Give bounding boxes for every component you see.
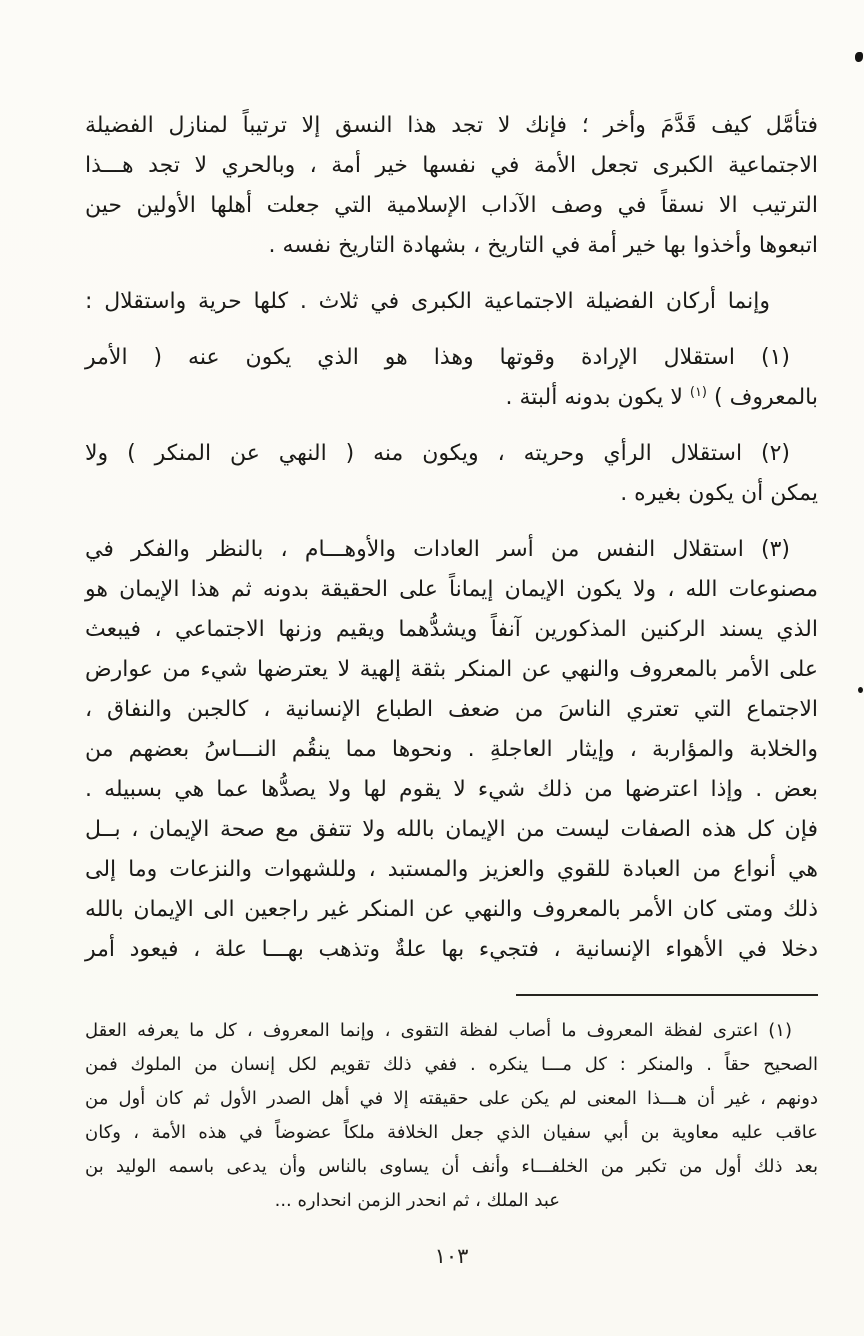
text-line: (٢) استقلال الرأي وحريته ، ويكون منه ( النهي عن المنكر ) ولا [85, 441, 790, 466]
text-segment: بالمعروف ) [707, 385, 818, 410]
paragraph-2 [85, 282, 818, 322]
text-line: اتبعوها وأخذوا بها خير أمة في التاريخ ، بشهادة التاريخ نفسه . [268, 233, 818, 258]
page-number: ١٠٣ [434, 1244, 469, 1268]
main-text [85, 106, 818, 970]
footnote-ref: (١) [689, 385, 707, 400]
footnote-line: بعد ذلك أول من تكبر من الخلفـــاء وأنف أن يساوى بالناس وأن يدعى باسمه الوليد بن [85, 1156, 818, 1177]
text-line: الاجتماع التي تعتري الناسَ من ضعف الطباع الإنسانية ، كالجبن والنفاق ، [85, 697, 818, 722]
ink-speck [858, 687, 863, 693]
text-line: الذي يسند الركنين المذكورين آنفاً ويشدُّهما ويقيم وزنها الاجتماعي ، فيبعث [85, 617, 818, 642]
text-line: دخلا في الأهواء الإنسانية ، فتجيء بها علةٌ وتذهب بهـــا علة ، فيعود أمر [85, 937, 818, 962]
text-line: (١) استقلال الإرادة وقوتها وهذا هو الذي يكون عنه ( الأمر [85, 345, 790, 370]
text-line: (٣) استقلال النفس من أسر العادات والأوهـــام ، بالنظر والفكر في [85, 537, 790, 562]
text-line: فإن كل هذه الصفات ليست من الإيمان بالله ولا تتفق مع صحة الإيمان ، بــل [85, 817, 818, 842]
footnote-line: عاقب عليه معاوية بن أبي سفيان الذي جعل الخلافة ملكاً عضوضاً في هذه الأمة ، وكان [85, 1122, 818, 1143]
paragraph-3 [85, 338, 818, 418]
footnote-line: عبد الملك ، ثم انحدر الزمن انحداره ... [274, 1190, 560, 1211]
footnote-separator [516, 994, 818, 996]
text-line: يمكن أن يكون بغيره . [620, 481, 818, 506]
text-line: الترتيب الا نسقاً في وصف الآداب الإسلامية التي جعلت أهلها الأولين حين [85, 193, 818, 218]
paragraph-4 [85, 434, 818, 514]
text-line: مصنوعات الله ، ولا يكون الإيمان إيماناً على الحقيقة بدونه ثم هذا الإيمان هو [85, 577, 818, 602]
footnote-line: (١) اعترى لفظة المعروف ما أصاب لفظة التقوى ، وإنما المعروف ، كل ما يعرفه العقل [85, 1020, 792, 1041]
text-line: بعض . وإذا اعترضها من ذلك شيء لا يقوم لها ولا يصدُّها عما هي بسبيله . [85, 777, 818, 802]
footnote [85, 1014, 818, 1218]
text-line: ذلك ومتى كان الأمر بالمعروف والنهي عن المنكر غير راجعين الى الإيمان بالله [85, 897, 818, 922]
footnote-line: دونهم ، غير أن هـــذا المعنى لم يكن على حقيقته إلا في أهل الصدر الأول ثم كان أول من [85, 1088, 818, 1109]
text-line: الاجتماعية الكبرى تجعل الأمة في نفسها خير أمة ، وبالحري لا تجد هـــذا [85, 153, 818, 178]
text-line [85, 378, 818, 418]
text-line: على الأمر بالمعروف والنهي عن المنكر بثقة إلهية لا يعترضها شيء من عوارض [85, 657, 818, 682]
text-line: هي أنواع من العبادة للقوي والعزيز والمستبد ، وللشهوات والنزعات وما إلى [85, 857, 818, 882]
footnote-line: الصحيح حقاً . والمنكر : كل مـــا ينكره . ففي ذلك تقويم لكل إنسان من الملوك فمن [85, 1054, 818, 1075]
paragraph-1 [85, 106, 818, 266]
text-segment: لا يكون بدونه ألبتة . [505, 385, 690, 410]
text-line: وإنما أركان الفضيلة الاجتماعية الكبرى في ثلاث . كلها حرية واستقلال : [85, 289, 770, 314]
text-line: والخلابة والمؤاربة ، وإيثار العاجلةِ . ونحوها مما ينقُم النـــاسُ بعضهم من [85, 737, 818, 762]
text-line: فتأمَّل كيف قَدَّمَ وأخر ؛ فإنك لا تجد هذا النسق إلا ترتيباً لمنازل الفضيلة [85, 113, 818, 138]
ink-speck [855, 52, 863, 62]
paragraph-5 [85, 530, 818, 970]
